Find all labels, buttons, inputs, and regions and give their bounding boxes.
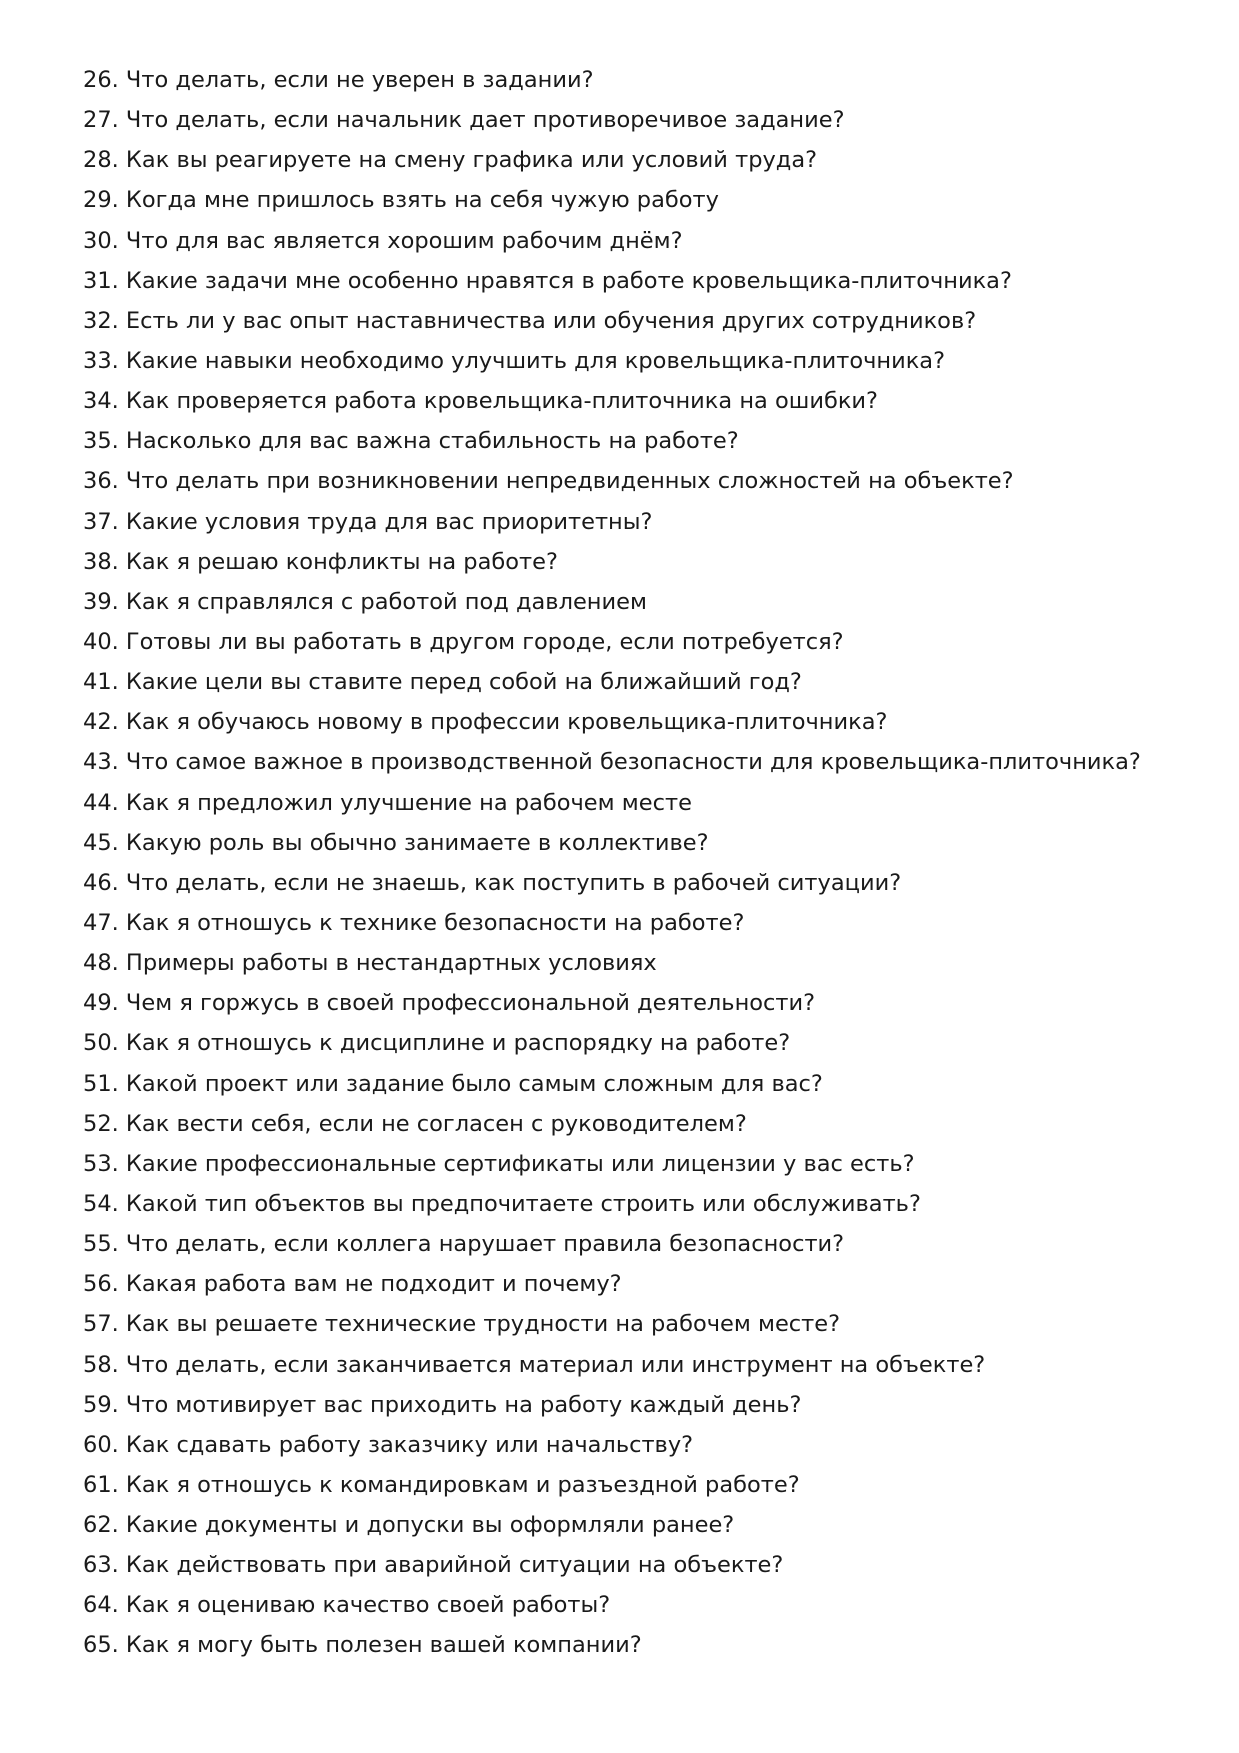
- question-34: 34. Как проверяется работа кровельщика-плиточника на ошибки?: [83, 388, 878, 415]
- question-62: 62. Какие документы и допуски вы оформляли ранее?: [83, 1512, 735, 1539]
- question-49: 49. Чем я горжусь в своей профессиональной деятельности?: [83, 990, 816, 1017]
- question-42: 42. Как я обучаюсь новому в профессии кровельщика-плиточника?: [83, 709, 888, 736]
- question-36: 36. Что делать при возникновении непредвиденных сложностей на объекте?: [83, 468, 1014, 495]
- question-53: 53. Какие профессиональные сертификаты или лицензии у вас есть?: [83, 1150, 915, 1177]
- question-56: 56. Какая работа вам не подходит и почему?: [83, 1271, 622, 1298]
- question-44: 44. Как я предложил улучшение на рабочем месте: [83, 789, 692, 816]
- question-48: 48. Примеры работы в нестандартных условиях: [83, 950, 657, 977]
- question-63: 63. Как действовать при аварийной ситуации на объекте?: [83, 1552, 784, 1579]
- question-52: 52. Как вести себя, если не согласен с руководителем?: [83, 1110, 747, 1137]
- question-57: 57. Как вы решаете технические трудности на рабочем месте?: [83, 1311, 841, 1338]
- question-45: 45. Какую роль вы обычно занимаете в коллективе?: [83, 829, 709, 856]
- question-33: 33. Какие навыки необходимо улучшить для кровельщика-плиточника?: [83, 347, 946, 374]
- question-27: 27. Что делать, если начальник дает противоречивое задание?: [83, 107, 845, 134]
- question-43: 43. Что самое важное в производственной безопасности для кровельщика-плиточника?: [83, 749, 1141, 776]
- question-64: 64. Как я оцениваю качество своей работы?: [83, 1592, 611, 1619]
- question-28: 28. Как вы реагируете на смену графика или условий труда?: [83, 147, 818, 174]
- question-37: 37. Какие условия труда для вас приоритетны?: [83, 508, 653, 535]
- question-30: 30. Что для вас является хорошим рабочим днём?: [83, 227, 683, 254]
- question-list: [83, 60, 1203, 1666]
- question-32: 32. Есть ли у вас опыт наставничества или обучения других сотрудников?: [83, 307, 977, 334]
- question-39: 39. Как я справлялся с работой под давлением: [83, 588, 647, 615]
- question-59: 59. Что мотивирует вас приходить на работу каждый день?: [83, 1391, 802, 1418]
- question-31: 31. Какие задачи мне особенно нравятся в работе кровельщика-плиточника?: [83, 267, 1012, 294]
- question-40: 40. Готовы ли вы работать в другом городе, если потребуется?: [83, 628, 844, 655]
- question-46: 46. Что делать, если не знаешь, как поступить в рабочей ситуации?: [83, 869, 902, 896]
- question-50: 50. Как я отношусь к дисциплине и распорядку на работе?: [83, 1030, 791, 1057]
- question-54: 54. Какой тип объектов вы предпочитаете строить или обслуживать?: [83, 1190, 921, 1217]
- question-65: 65. Как я могу быть полезен вашей компании?: [83, 1632, 642, 1659]
- question-51: 51. Какой проект или задание было самым сложным для вас?: [83, 1070, 823, 1097]
- question-61: 61. Как я отношусь к командировкам и разъездной работе?: [83, 1471, 800, 1498]
- question-60: 60. Как сдавать работу заказчику или начальству?: [83, 1431, 694, 1458]
- question-26: 26. Что делать, если не уверен в задании?: [83, 67, 594, 93]
- question-38: 38. Как я решаю конфликты на работе?: [83, 548, 558, 575]
- question-47: 47. Как я отношусь к технике безопасности на работе?: [83, 909, 745, 936]
- question-58: 58. Что делать, если заканчивается материал или инструмент на объекте?: [83, 1351, 986, 1378]
- question-41: 41. Какие цели вы ставите перед собой на ближайший год?: [83, 669, 802, 696]
- question-35: 35. Насколько для вас важна стабильность на работе?: [83, 428, 739, 455]
- question-55: 55. Что делать, если коллега нарушает правила безопасности?: [83, 1231, 845, 1258]
- question-29: 29. Когда мне пришлось взять на себя чужую работу: [83, 187, 719, 214]
